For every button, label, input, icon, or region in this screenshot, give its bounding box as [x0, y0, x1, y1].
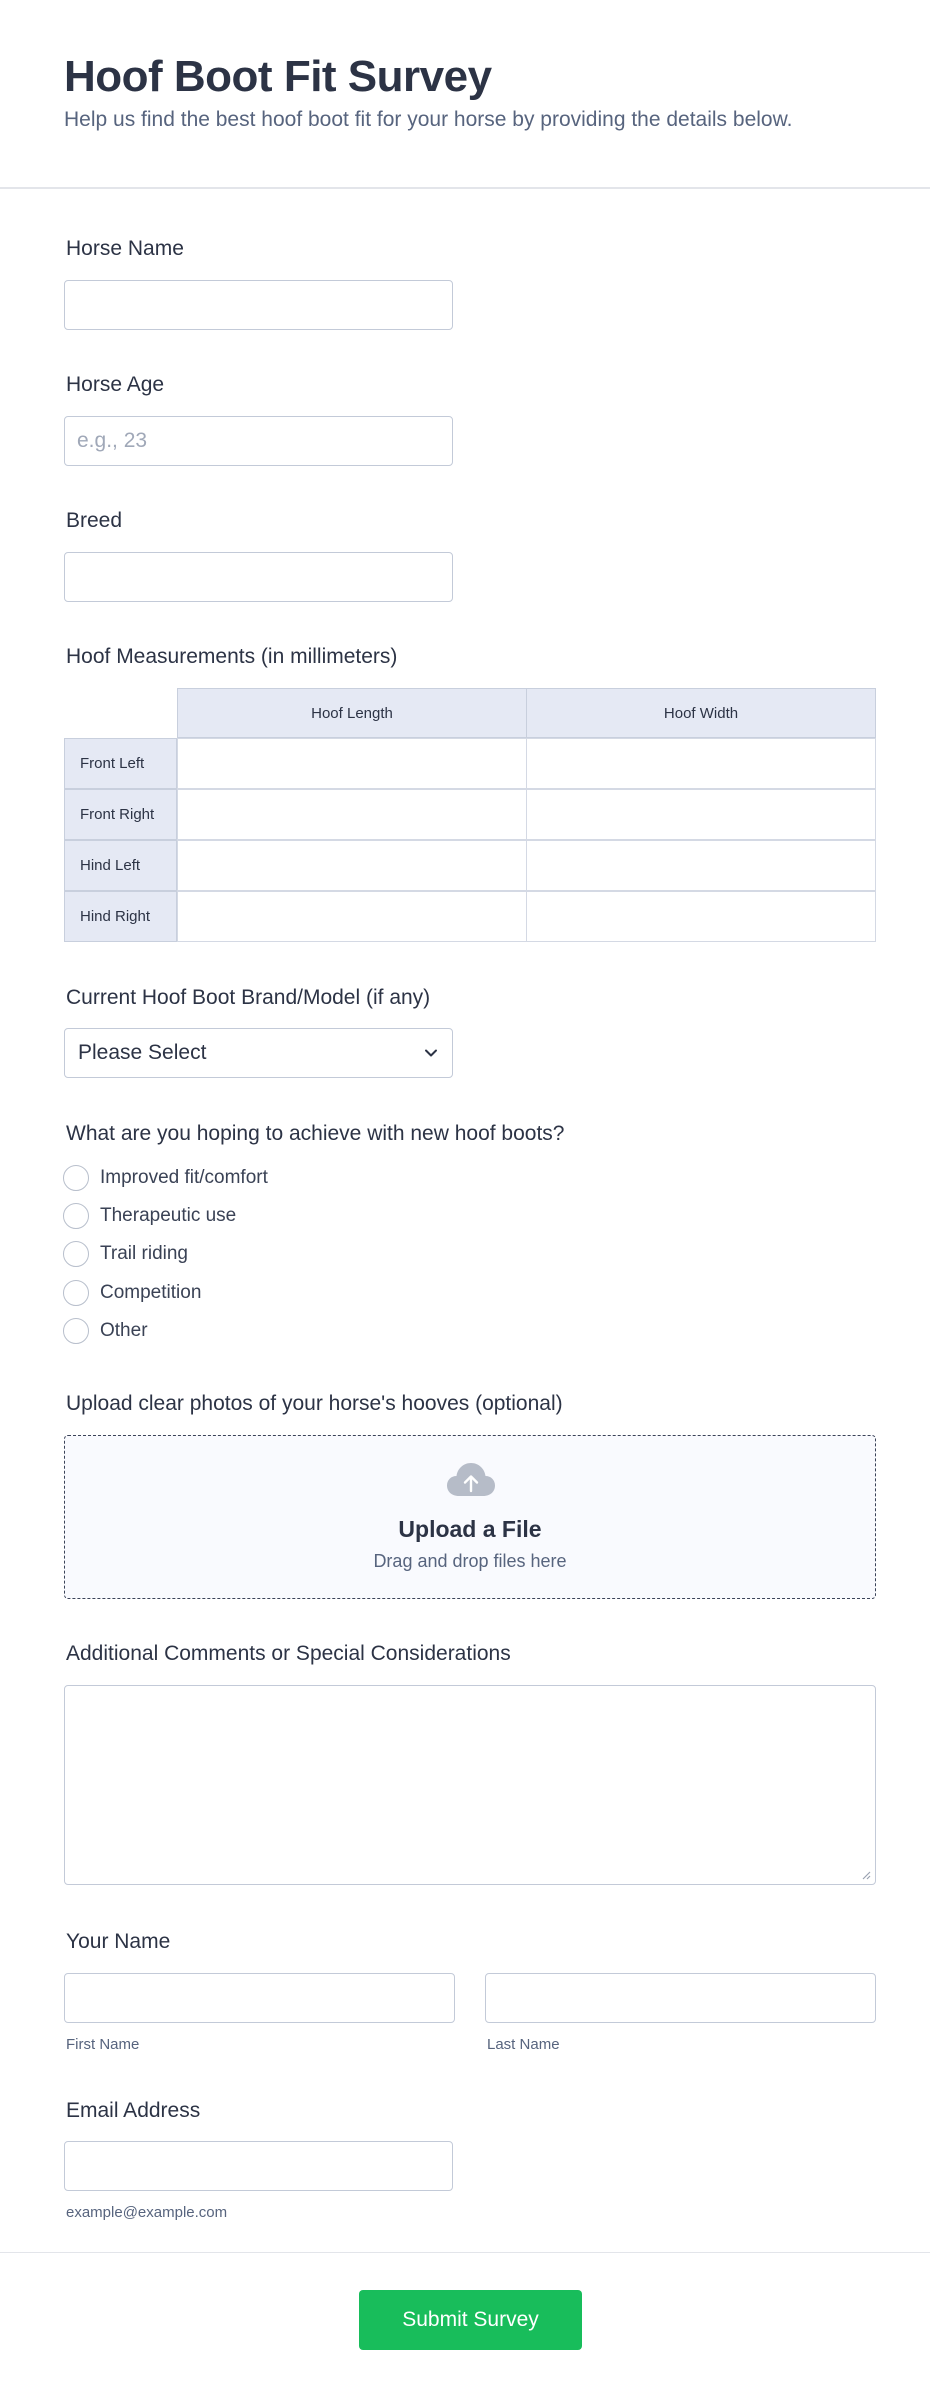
goal-option-other[interactable] [63, 1318, 148, 1344]
submit-survey-button[interactable]: Submit Survey [359, 2290, 582, 2350]
radio-button[interactable] [63, 1165, 89, 1191]
hind-left-length-cell[interactable] [177, 840, 527, 891]
current-brand-selected: Please Select [78, 1041, 207, 1064]
goal-option-label: Trail riding [100, 1243, 188, 1264]
hoof-measurements-label: Hoof Measurements (in millimeters) [66, 645, 398, 668]
goal-option-label: Competition [100, 1282, 202, 1303]
your-name-label: Your Name [66, 1930, 171, 1953]
comments-textarea[interactable] [64, 1685, 876, 1885]
front-right-length-cell[interactable] [177, 789, 527, 840]
column-header-hoof-width: Hoof Width [526, 688, 876, 738]
email-label: Email Address [66, 2099, 201, 2122]
comments-label: Additional Comments or Special Considerations [66, 1642, 511, 1665]
resize-grip-icon[interactable] [861, 1870, 871, 1880]
hind-right-length-cell[interactable] [177, 891, 527, 942]
file-upload-dropzone[interactable] [64, 1435, 876, 1599]
radio-button[interactable] [63, 1241, 89, 1267]
goal-option-therapeutic[interactable] [63, 1203, 236, 1229]
page-subtitle: Help us find the best hoof boot fit for your horse by providing the details below. [64, 108, 793, 131]
front-right-width-cell[interactable] [526, 789, 876, 840]
cloud-upload-icon [445, 1460, 497, 1500]
goals-label: What are you hoping to achieve with new hoof boots? [66, 1122, 565, 1145]
hind-left-width-cell[interactable] [526, 840, 876, 891]
page-title: Hoof Boot Fit Survey [64, 52, 492, 101]
goal-option-label: Other [100, 1320, 148, 1341]
goal-option-improved-fit[interactable] [63, 1165, 268, 1191]
breed-label: Breed [66, 509, 123, 532]
hind-right-width-cell[interactable] [526, 891, 876, 942]
current-brand-label: Current Hoof Boot Brand/Model (if any) [66, 986, 431, 1009]
row-label-hind-right: Hind Right [64, 891, 177, 942]
upload-title: Upload a File [398, 1516, 542, 1542]
row-label-front-left: Front Left [64, 738, 177, 789]
form-header [0, 0, 930, 189]
upload-label: Upload clear photos of your horse's hooves (optional) [66, 1392, 563, 1415]
goal-option-trail-riding[interactable] [63, 1241, 188, 1267]
front-left-length-cell[interactable] [177, 738, 527, 789]
email-input[interactable] [64, 2141, 453, 2191]
last-name-sublabel: Last Name [487, 2036, 560, 2053]
current-brand-select[interactable] [64, 1028, 453, 1078]
horse-name-label: Horse Name [66, 237, 184, 260]
first-name-input[interactable] [64, 1973, 455, 2023]
chevron-down-icon [422, 1044, 440, 1062]
front-left-width-cell[interactable] [526, 738, 876, 789]
row-label-front-right: Front Right [64, 789, 177, 840]
goal-option-competition[interactable] [63, 1280, 201, 1306]
email-sublabel: example@example.com [66, 2204, 228, 2221]
radio-button[interactable] [63, 1280, 89, 1306]
breed-input[interactable] [64, 552, 453, 602]
first-name-sublabel: First Name [66, 2036, 140, 2053]
radio-button[interactable] [63, 1318, 89, 1344]
horse-name-input[interactable] [64, 280, 453, 330]
goal-option-label: Improved fit/comfort [100, 1167, 268, 1188]
hoof-measurements-table [64, 688, 876, 942]
radio-button[interactable] [63, 1203, 89, 1229]
horse-age-label: Horse Age [66, 373, 165, 396]
horse-age-input[interactable] [64, 416, 453, 466]
upload-subtitle: Drag and drop files here [373, 1551, 567, 1571]
last-name-input[interactable] [485, 1973, 876, 2023]
row-label-hind-left: Hind Left [64, 840, 177, 891]
column-header-hoof-length: Hoof Length [177, 688, 527, 738]
goal-option-label: Therapeutic use [100, 1205, 237, 1226]
